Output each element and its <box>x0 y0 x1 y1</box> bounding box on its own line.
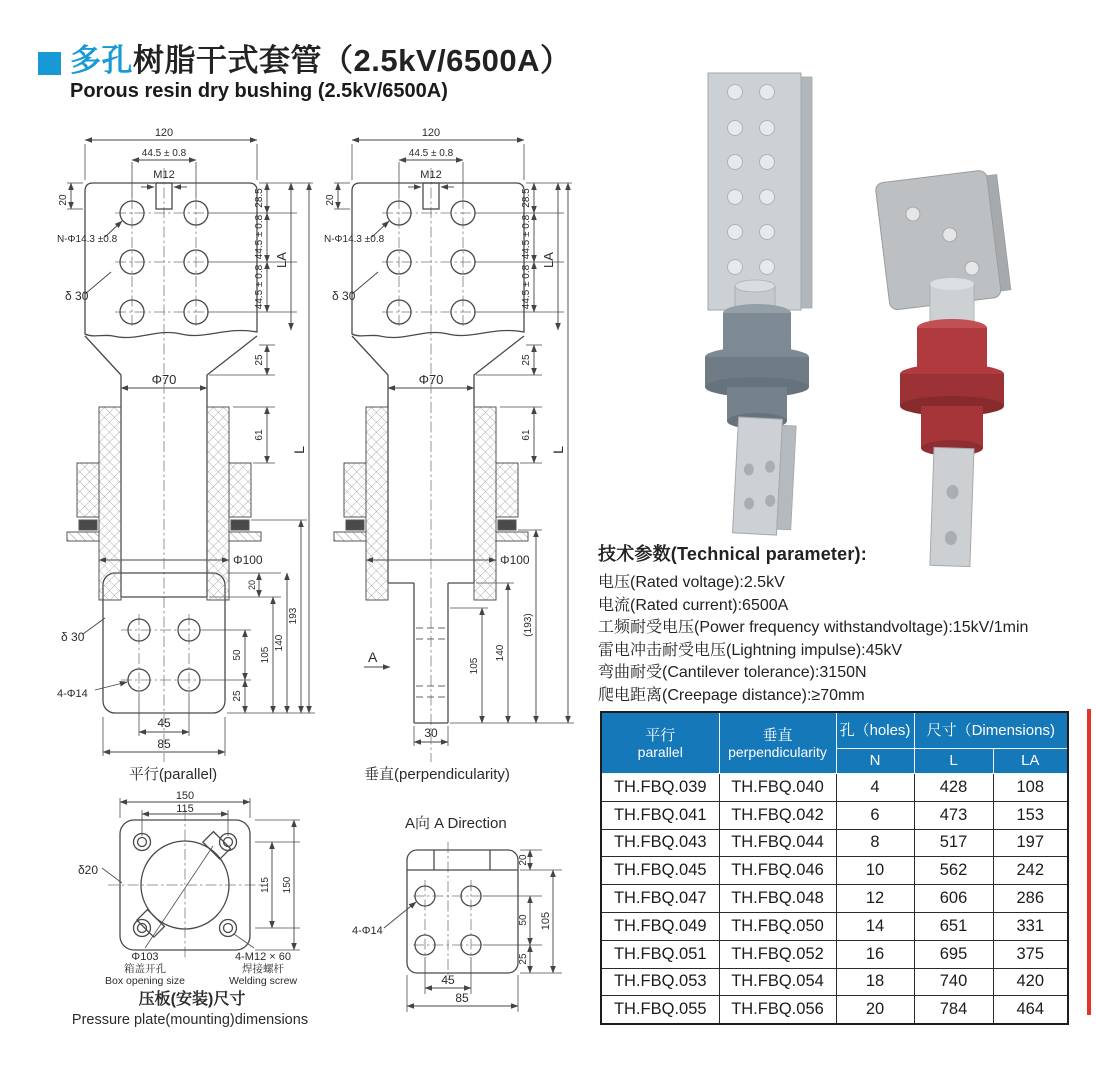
dim-l: L <box>550 446 566 454</box>
dim-25: 25 <box>521 354 532 366</box>
table-cell: 606 <box>914 885 993 913</box>
page-edge-red-line <box>1087 709 1091 1015</box>
dim-44-5-v1: 44.5 ± 0.8 <box>254 214 265 260</box>
dim-b20: 20 <box>247 579 257 591</box>
table-cell: 20 <box>836 996 914 1024</box>
table-cell: 108 <box>993 774 1068 802</box>
table-cell: 428 <box>914 774 993 802</box>
table-cell: TH.FBQ.044 <box>719 829 836 857</box>
dim-28-5: 28.5 <box>254 188 265 208</box>
table-cell: TH.FBQ.041 <box>601 801 719 829</box>
col-header-holes: 孔（holes) <box>836 712 914 748</box>
table-cell: TH.FBQ.043 <box>601 829 719 857</box>
col-header-parallel-en: parallel <box>637 743 683 760</box>
dim-m12: M12 <box>153 169 175 181</box>
spec-table <box>600 711 1069 1025</box>
table-cell: 420 <box>993 968 1068 996</box>
col-header-parallel <box>601 712 719 774</box>
dim-b193: 193 <box>288 607 299 625</box>
dim-b105: 105 <box>469 657 480 675</box>
dim-44-5-v2: 44.5 ± 0.8 <box>521 264 532 310</box>
tech-param-line: 爬电距离(Creepage distance):≥70mm <box>598 686 865 704</box>
dim-44-5: 44.5 ± 0.8 <box>408 148 454 159</box>
col-header-dimensions: 尺寸（Dimensions) <box>914 712 1068 748</box>
pressure-plate-caption-zh: 压板(安装)尺寸 <box>138 991 246 1008</box>
red-bushing-photo <box>875 169 1012 567</box>
dim-b50: 50 <box>232 649 243 661</box>
dim-m12: M12 <box>420 169 442 181</box>
dim-20: 20 <box>58 194 69 206</box>
dim-61: 61 <box>254 429 265 441</box>
tech-param-line: 弯曲耐受(Cantilever tolerance):3150N <box>598 664 867 682</box>
perpendicularity-drawing <box>322 120 587 785</box>
dim-115: 115 <box>176 803 194 815</box>
table-cell: 784 <box>914 996 993 1024</box>
label-4-phi14: 4-Φ14 <box>352 925 383 937</box>
table-cell: TH.FBQ.056 <box>719 996 836 1024</box>
table-row <box>601 774 1068 802</box>
dim-85: 85 <box>157 737 171 751</box>
table-row <box>601 912 1068 940</box>
dim-phi100: Φ100 <box>500 553 530 567</box>
dim-phi70: Φ70 <box>151 372 177 387</box>
table-row <box>601 857 1068 885</box>
table-cell: 517 <box>914 829 993 857</box>
dim-20: 20 <box>325 194 336 206</box>
table-cell: 375 <box>993 940 1068 968</box>
dim-120: 120 <box>421 127 441 139</box>
table-cell: TH.FBQ.052 <box>719 940 836 968</box>
col-header-parallel-zh: 平行 <box>645 726 676 744</box>
col-header-la: LA <box>993 748 1068 773</box>
table-cell: 651 <box>914 912 993 940</box>
dim-b140: 140 <box>495 644 506 662</box>
perpendicularity-caption: 垂直(perpendicularity) <box>364 766 510 783</box>
table-cell: TH.FBQ.050 <box>719 912 836 940</box>
parallel-caption: 平行(parallel) <box>128 766 218 783</box>
table-cell: TH.FBQ.045 <box>601 857 719 885</box>
dim-20: 20 <box>518 854 529 866</box>
table-cell: TH.FBQ.042 <box>719 801 836 829</box>
dim-la: LA <box>274 252 289 268</box>
dim-85: 85 <box>455 991 469 1005</box>
dim-44-5-v2: 44.5 ± 0.8 <box>254 264 265 310</box>
table-row <box>601 968 1068 996</box>
table-cell: 12 <box>836 885 914 913</box>
parallel-drawing <box>55 120 325 785</box>
product-photos <box>645 46 1085 576</box>
dim-25: 25 <box>518 953 529 965</box>
table-cell: TH.FBQ.049 <box>601 912 719 940</box>
label-4-phi14: 4-Φ14 <box>57 688 88 700</box>
label-delta30: δ 30 <box>65 289 89 303</box>
label-box-opening-en: Box opening size <box>105 975 185 987</box>
spec-table-wrap <box>600 711 1067 1025</box>
table-cell: 695 <box>914 940 993 968</box>
table-cell: 286 <box>993 885 1068 913</box>
dim-115-v: 115 <box>260 877 271 893</box>
page-title-highlight: 多孔 <box>70 43 133 78</box>
dim-45: 45 <box>441 973 455 987</box>
label-welding-screw-zh: 焊接螺杆 <box>242 963 284 975</box>
label-delta20: δ20 <box>78 863 99 877</box>
table-cell: TH.FBQ.054 <box>719 968 836 996</box>
dim-phi70: Φ70 <box>418 372 444 387</box>
tech-param-line: 雷电冲击耐受电压(Lightning impulse):45kV <box>598 641 903 659</box>
label-n-phi14: N-Φ14.3 ±0.8 <box>324 234 385 245</box>
dim-phi100: Φ100 <box>233 553 263 567</box>
dim-b25: 25 <box>232 690 243 702</box>
label-a-direction-arrow: A <box>368 649 378 665</box>
tech-param-line: 电流(Rated current):6500A <box>598 596 789 614</box>
tech-param-line: 电压(Rated voltage):2.5kV <box>598 574 785 591</box>
table-cell: 4 <box>836 774 914 802</box>
dim-61: 61 <box>521 429 532 441</box>
label-delta30: δ 30 <box>332 289 356 303</box>
dim-105: 105 <box>540 911 552 931</box>
page-subtitle: Porous resin dry bushing (2.5kV/6500A) <box>70 80 448 102</box>
table-cell: 740 <box>914 968 993 996</box>
table-cell: 10 <box>836 857 914 885</box>
dim-44-5: 44.5 ± 0.8 <box>141 148 187 159</box>
dim-50: 50 <box>518 914 529 926</box>
table-cell: TH.FBQ.047 <box>601 885 719 913</box>
col-header-n: N <box>836 748 914 773</box>
table-row <box>601 885 1068 913</box>
tech-param-line: 工频耐受电压(Power frequency withstandvoltage):15kV/1min <box>598 619 1029 637</box>
page-header <box>38 44 618 103</box>
col-header-perpendicularity-en: perpendicularity <box>728 743 827 760</box>
label-delta30-bottom: δ 30 <box>61 630 85 644</box>
table-cell: 242 <box>993 857 1068 885</box>
tech-params-list <box>598 572 1095 708</box>
table-body <box>601 774 1068 1025</box>
dim-25: 25 <box>254 354 265 366</box>
blue-square-bullet <box>38 52 61 75</box>
dim-44-5-v1: 44.5 ± 0.8 <box>521 214 532 260</box>
a-direction-drawing <box>350 808 590 1036</box>
table-cell: 18 <box>836 968 914 996</box>
dim-120: 120 <box>154 127 174 139</box>
table-row <box>601 996 1068 1024</box>
table-cell: TH.FBQ.039 <box>601 774 719 802</box>
page-title <box>70 44 571 78</box>
technical-parameters-heading: 技术参数(Technical parameter): <box>598 544 867 564</box>
table-cell: 197 <box>993 829 1068 857</box>
dim-28-5: 28.5 <box>521 188 532 208</box>
table-cell: 331 <box>993 912 1068 940</box>
table-row <box>601 940 1068 968</box>
label-box-opening-zh: 箱盖开孔 <box>124 963 166 975</box>
table-cell: TH.FBQ.048 <box>719 885 836 913</box>
dim-b140: 140 <box>274 634 285 652</box>
table-cell: 8 <box>836 829 914 857</box>
table-cell: TH.FBQ.046 <box>719 857 836 885</box>
dim-b193: (193) <box>523 613 534 637</box>
dim-30: 30 <box>424 726 438 740</box>
col-header-perpendicularity <box>719 712 836 774</box>
table-row <box>601 829 1068 857</box>
table-cell: TH.FBQ.040 <box>719 774 836 802</box>
pressure-plate-caption-en: Pressure plate(mounting)dimensions <box>71 1012 309 1028</box>
table-cell: 16 <box>836 940 914 968</box>
dim-l: L <box>291 446 307 454</box>
dim-45: 45 <box>157 716 171 730</box>
label-n-phi14: N-Φ14.3 ±0.8 <box>57 234 118 245</box>
label-phi103: Φ103 <box>131 951 159 963</box>
grey-bushing-photo <box>705 73 812 536</box>
label-welding-screw-size: 4-M12 × 60 <box>235 951 291 963</box>
dim-la: LA <box>541 252 556 268</box>
table-cell: TH.FBQ.051 <box>601 940 719 968</box>
a-direction-title: A向 A Direction <box>405 815 507 832</box>
dim-b105: 105 <box>260 646 271 664</box>
col-header-l: L <box>914 748 993 773</box>
table-row <box>601 801 1068 829</box>
table-cell: 14 <box>836 912 914 940</box>
dim-150-v: 150 <box>282 876 293 894</box>
page-title-rest: 树脂干式套管（2.5kV/6500A） <box>133 43 572 78</box>
table-cell: 562 <box>914 857 993 885</box>
table-cell: 473 <box>914 801 993 829</box>
dim-150: 150 <box>175 790 195 802</box>
label-welding-screw-en: Welding screw <box>228 975 298 987</box>
pressure-plate-drawing <box>50 788 340 1038</box>
technical-parameters <box>598 540 1095 708</box>
table-cell: 6 <box>836 801 914 829</box>
table-cell: 153 <box>993 801 1068 829</box>
col-header-perpendicularity-zh: 垂直 <box>762 726 793 744</box>
table-cell: TH.FBQ.055 <box>601 996 719 1024</box>
table-cell: TH.FBQ.053 <box>601 968 719 996</box>
table-cell: 464 <box>993 996 1068 1024</box>
